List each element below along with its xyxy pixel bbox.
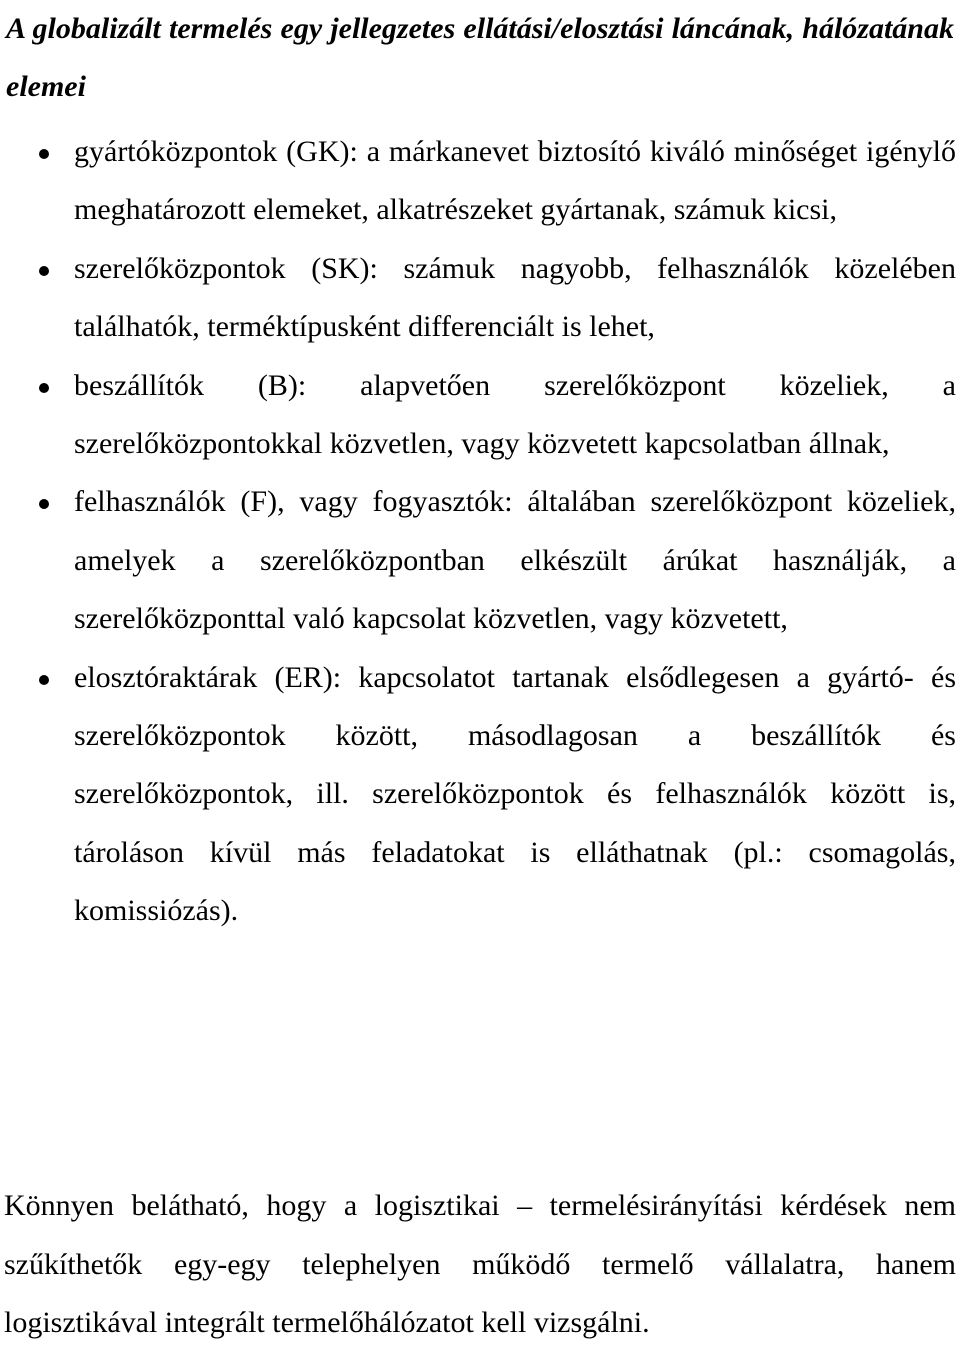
list-item-manufacturing-centers [0, 123, 960, 240]
list-item-text: szerelőközpontok (SK): számuk nagyobb, felhasználók közelében találhatók, terméktípusként differenciált is lehet, [74, 251, 956, 344]
closing-paragraph: Könnyen belátható, hogy a logisztikai – termelésirányítási kérdések nem szűkíthetők egy-egy telephelyen működő termelő vállalatra, hanem logisztikával integrált termelőhálózatot kell vizsgálni. [4, 1189, 956, 1339]
bullet-icon [39, 149, 49, 159]
list-item-assembly-centers [0, 240, 960, 357]
list-item-text: felhasználók (F), vagy fogyasztók: általában szerelőközpont közeliek, amelyek a szerelőközpontban elkészült árúkat használják, a szerelőközponttal való kapcsolat közvetlen, vagy közvetett, [74, 485, 956, 636]
bullet-icon [39, 266, 49, 276]
bullet-icon [39, 499, 49, 509]
list-item-text: elosztóraktárak (ER): kapcsolatot tartanak elsődlegesen a gyártó- és szerelőközpontok között, másodlagosan a beszállítók és szerelőközpontok, ill. szerelőközpontok és felhasználók között is, tároláson kívül más feladatokat is elláthatnak (pl.: csomagolás, komissiózás). [74, 660, 956, 928]
list-item-distribution-warehouses [0, 649, 960, 941]
element-list [0, 123, 960, 941]
bullet-icon [39, 383, 49, 393]
list-item-suppliers [0, 357, 960, 474]
list-item-text: gyártóközpontok (GK): a márkanevet biztosító kiváló minőséget igénylő meghatározott elemeket, alkatrészeket gyártanak, számuk kicsi, [74, 135, 956, 227]
list-item-users [0, 473, 960, 648]
bullet-icon [39, 675, 49, 685]
list-item-text: beszállítók (B): alapvetően szerelőközpont közeliek, a szerelőközpontokkal közvetlen, vagy közvetett kapcsolatban állnak, [74, 368, 956, 461]
section-heading: A globalizált termelés egy jellegzetes ellátási/elosztási láncának, hálózatának elemei [6, 12, 954, 103]
